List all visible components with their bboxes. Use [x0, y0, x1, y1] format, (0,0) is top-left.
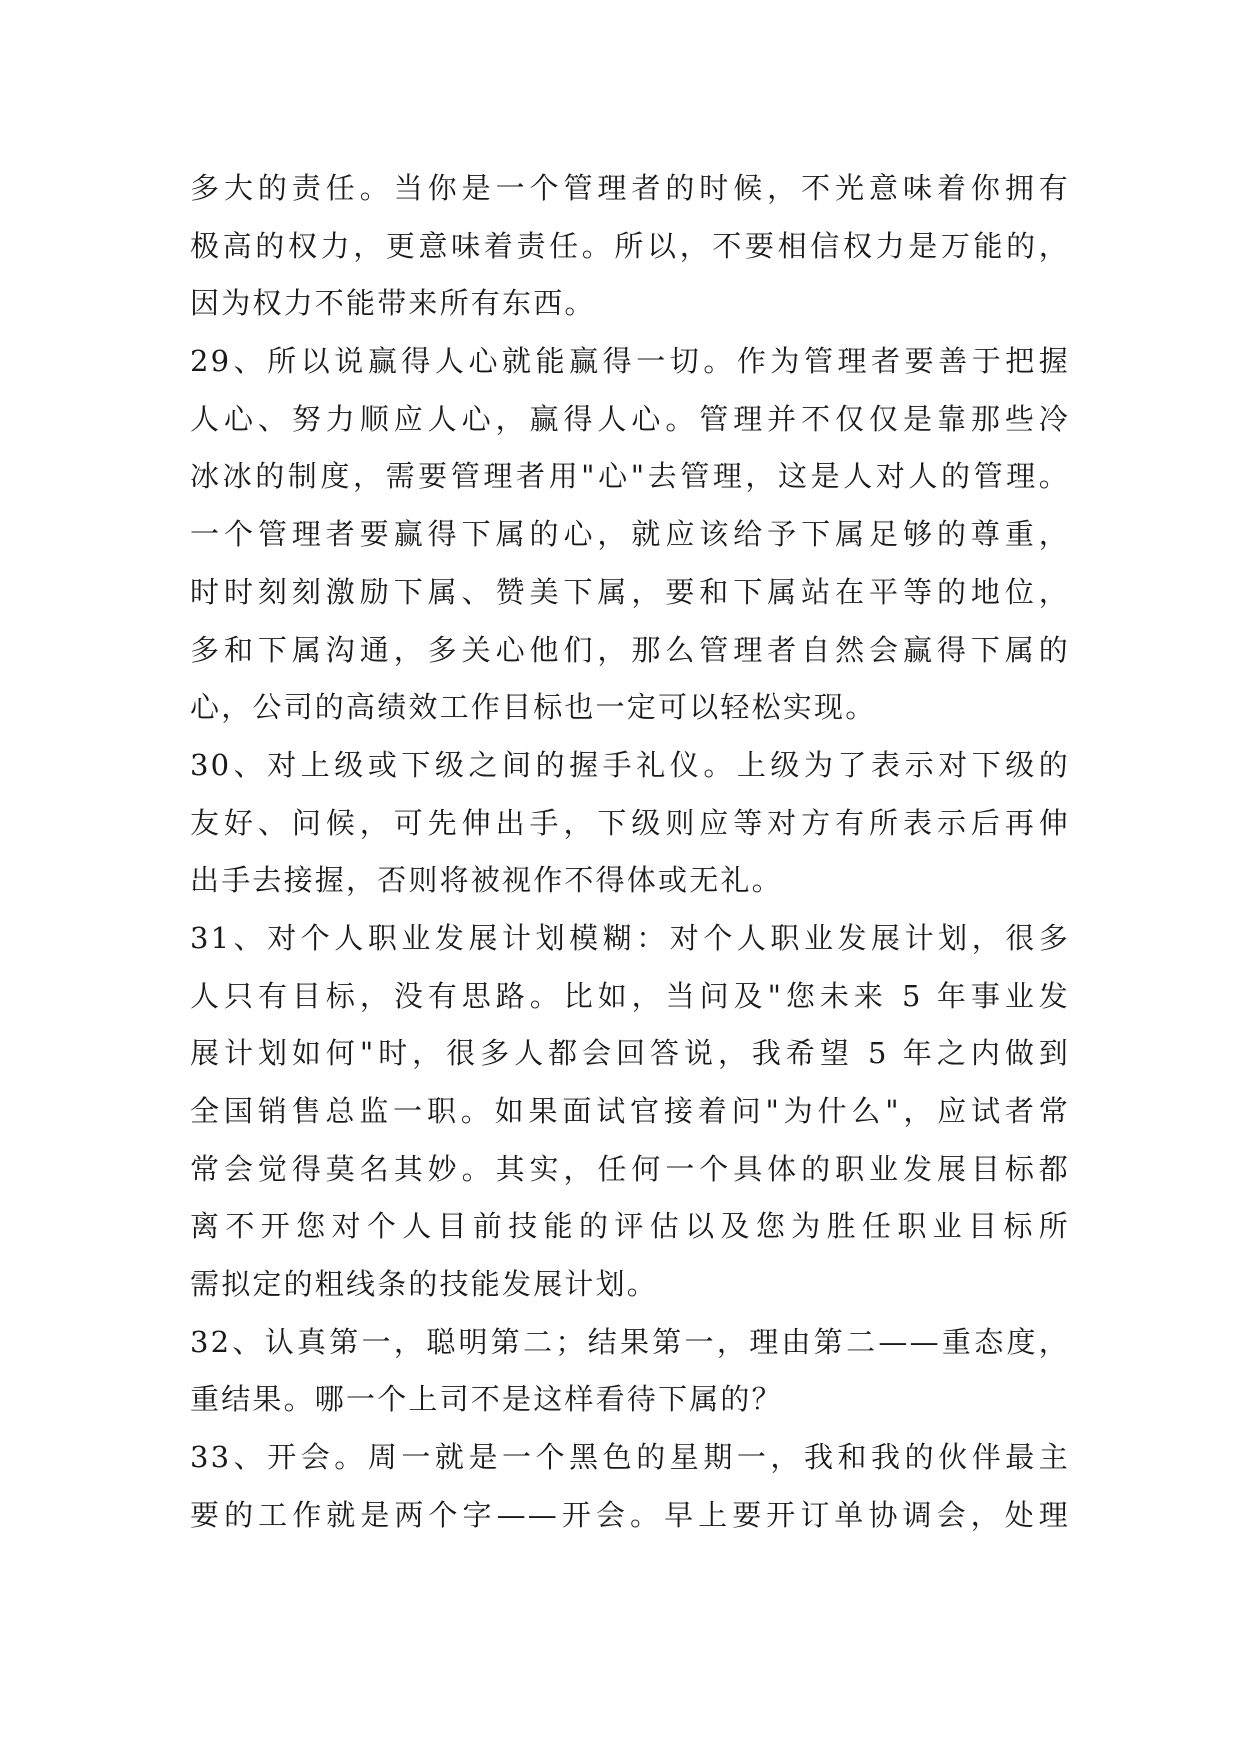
- text-line: 30、对上级或下级之间的握手礼仪。上级为了表示对下级的: [190, 747, 1070, 782]
- text-line: 全国销售总监一职。如果面试官接着问"为什么"，应试者常: [190, 1094, 1070, 1128]
- text-line: 要的工作就是两个字——开会。早上要开订单协调会，处理: [190, 1497, 1070, 1532]
- body-text: [190, 160, 1070, 1545]
- text-line: 32、认真第一，聪明第二；结果第一，理由第二——重态度，: [190, 1324, 1070, 1359]
- text-line: 冰冰的制度，需要管理者用"心"去管理，这是人对人的管理。: [190, 459, 1070, 494]
- text-line: 一个管理者要赢得下属的心，就应该给予下属足够的尊重，: [190, 517, 1070, 552]
- text-line: 多大的责任。当你是一个管理者的时候，不光意味着你拥有: [190, 171, 1070, 205]
- text-line: 友好、问候，可先伸出手，下级则应等对方有所表示后再伸: [190, 805, 1070, 840]
- text-line: 多和下属沟通，多关心他们，那么管理者自然会赢得下属的: [190, 632, 1070, 667]
- text-line: 展计划如何"时，很多人都会回答说，我希望 5 年之内做到: [190, 1036, 1070, 1071]
- text-line: 33、开会。周一就是一个黑色的星期一，我和我的伙伴最主: [190, 1440, 1070, 1475]
- text-line: 离不开您对个人目前技能的评估以及您为胜任职业目标所: [190, 1209, 1070, 1244]
- text-line: 人心、努力顺应人心，赢得人心。管理并不仅仅是靠那些冷: [190, 401, 1070, 436]
- text-line: 31、对个人职业发展计划模糊：对个人职业发展计划，很多: [190, 920, 1070, 955]
- text-line: 心，公司的高绩效工作目标也一定可以轻松实现。: [190, 690, 877, 725]
- text-line: 常会觉得莫名其妙。其实，任何一个具体的职业发展目标都: [190, 1151, 1070, 1186]
- text-line: 人只有目标，没有思路。比如，当问及"您未来 5 年事业发: [190, 978, 1070, 1013]
- text-line: 需拟定的粗线条的技能发展计划。: [190, 1267, 659, 1302]
- text-line: 时时刻刻激励下属、赞美下属，要和下属站在平等的地位，: [190, 574, 1070, 609]
- text-line: 出手去接握，否则将被视作不得体或无礼。: [190, 863, 783, 898]
- text-line: 29、所以说赢得人心就能赢得一切。作为管理者要善于把握: [190, 344, 1070, 379]
- text-line: 重结果。哪一个上司不是这样看待下属的？: [190, 1382, 783, 1417]
- text-line: 因为权力不能带来所有东西。: [190, 286, 596, 321]
- text-line: 极高的权力，更意味着责任。所以，不要相信权力是万能的，: [190, 228, 1070, 263]
